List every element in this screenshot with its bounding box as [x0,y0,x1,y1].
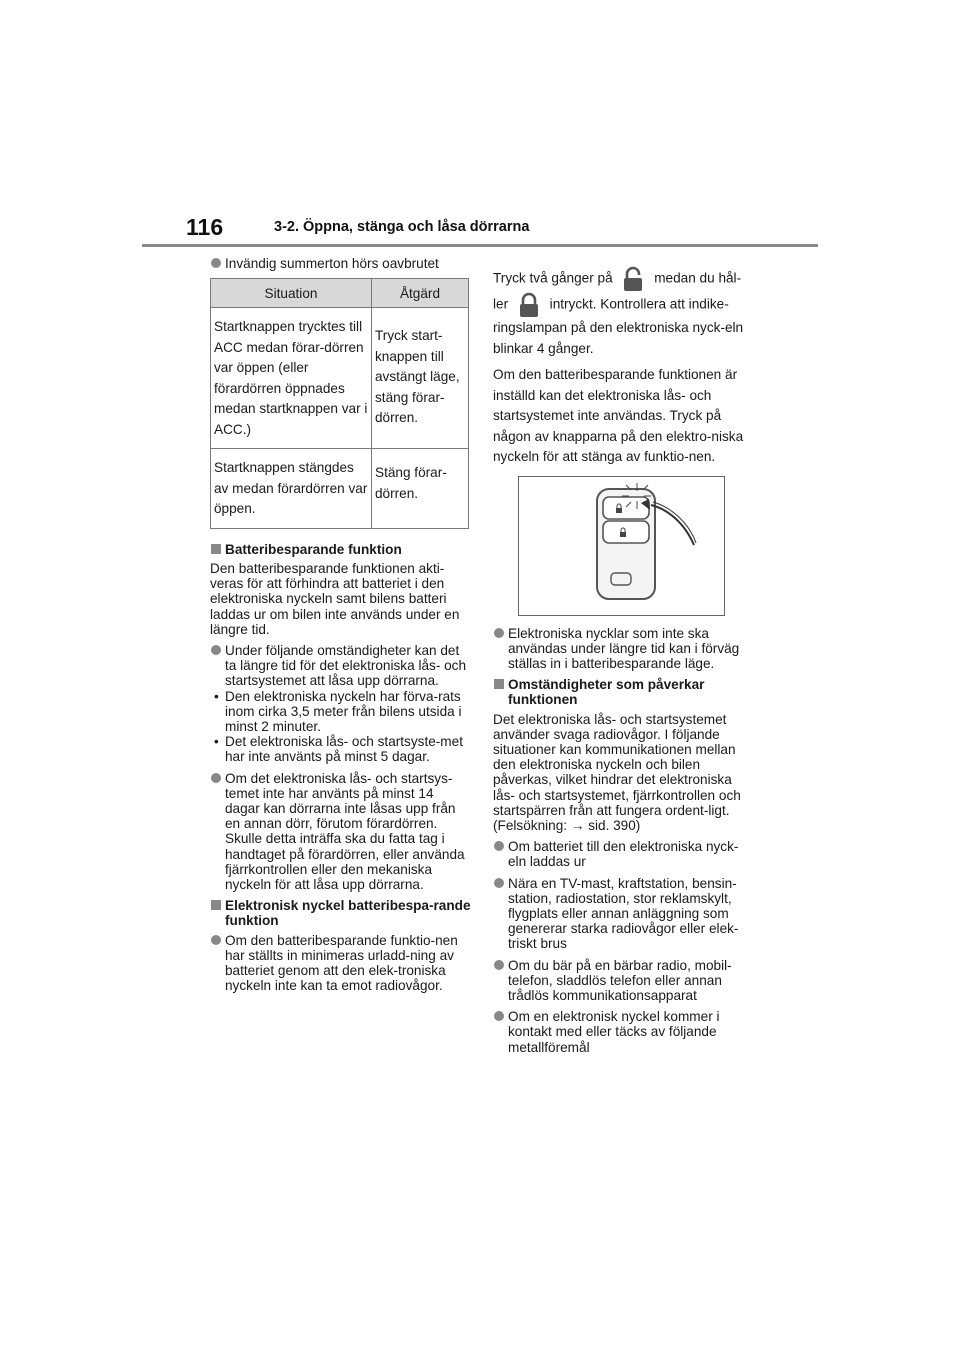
instruction-text: medan du hål-ler [493,270,742,312]
bullet-item [210,933,472,994]
key-fob-drawing [519,477,724,615]
section-heading [210,898,472,928]
table-header-row [211,279,469,308]
square-bullet-icon [210,542,225,557]
table-header-action: Åtgärd [372,279,469,308]
bullet-item [493,1009,755,1055]
bullet-icon [493,1009,508,1055]
bullet-icon [210,771,225,893]
header-divider [142,244,818,247]
right-column [493,266,755,1061]
bullet-text: Om en elektronisk nyckel kommer i kontakt med eller täcks av följande metallföremål [508,1009,720,1055]
page-number: 116 [186,214,224,240]
bullet-item [493,958,755,1004]
bullet-text: Om den batteribesparande funktio-nen har ställts in minimeras urladd-ning av batteriet genom att den elek-troniska nyckeln inte kan ta emot radiovågor. [225,932,458,994]
unlock-icon [622,266,644,292]
heading-text: Omständigheter som påverkar funktionen [508,677,705,708]
bullet-item [493,839,755,869]
bullet-icon [210,643,225,689]
table-cell: Startknappen stängdes av medan förardörren var öppen. [211,449,372,529]
bullet-text: Om du bär på en bärbar radio, mobil-telefon, sladdlös telefon eller annan trådlös kommunikationsapparat [508,957,732,1003]
bullet-text: Invändig summerton hörs oavbrutet [225,256,439,271]
bullet-text: Under följande omständigheter kan det ta längre tid för det elektroniska lås- och startsystemet att låsa upp dörrarna. [225,642,467,689]
situation-table [210,278,469,529]
bullet-icon [493,958,508,1004]
bullet-item [210,256,472,271]
bullet-icon [210,933,225,994]
bullet-icon [210,256,225,271]
section-heading [493,677,755,707]
bullet-icon [493,839,508,869]
table-row [211,308,469,449]
table-cell: Startknappen trycktes till ACC medan förar-dörren var öppen (eller förardörren öppnades medan startknappen var i ACC.) [211,308,372,449]
square-bullet-icon [493,677,508,707]
paragraph: Om den batteribesparande funktionen är inställd kan det elektroniska lås- och startsystemet inte användas. Tryck på någon av knapparna på den elektro-niska nyckeln för att stänga av funktio-nen. [493,367,744,464]
bullet-text: Om det elektroniska lås- och startsys-temet inte har använts på minst 14 dagar kan dörrarna inte låsas upp från en annan dörr, förutom förardörren. Skulle detta inträffa ska du fatta tag i handtaget på förardörren, eller använda fjärrkontrollen eller den mekaniska nyckeln för att låsa upp dörrarna. [225,770,465,892]
sub-list-item [210,734,472,764]
left-column [210,256,472,999]
table-cell: Tryck start-knappen till avstängt läge, stäng förar-dörren. [372,308,469,449]
instruction-text: Tryck två gånger på [493,270,613,286]
sub-list-item [210,689,472,735]
sub-bullet-icon: • [214,688,219,704]
square-bullet-icon [210,898,225,928]
table-row [211,449,469,529]
bullet-item [210,771,472,893]
paragraph: Den batteribesparande funktionen akti-veras för att förhindra att batteriet i den elektroniska nyckeln samt bilens batteri laddas ur om bilen inte används under en längre tid. [210,560,460,637]
bullet-text: Om batteriet till den elektroniska nyck-eln laddas ur [508,839,739,870]
key-fob-illustration [518,476,725,616]
bullet-icon [493,876,508,952]
paragraph: Det elektroniska lås- och startsystemet använder svaga radiovågor. I följande situationer kan kommunikationen mellan den elektroniska nyckeln och bilen påverkas, vilket hindrar det elektroniska lås- och startsystemet, fjärrkontrollen och startspärren från att fungera ordent-ligt. (Felsökning: → sid. 390) [493,711,741,833]
bullet-item [493,626,755,672]
section-title: 3-2. Öppna, stänga och låsa dörrarna [274,219,530,235]
sub-list [210,689,472,765]
instruction-paragraph [493,266,755,359]
bullet-item [210,643,472,689]
table-cell: Stäng förar-dörren. [372,449,469,529]
sub-item-text: Det elektroniska lås- och startsyste-met har inte använts på minst 5 dagar. [225,734,463,765]
sub-bullet-icon: • [214,734,219,750]
heading-text: Elektronisk nyckel batteribespa-rande funktion [225,898,471,929]
bullet-text: Elektroniska nycklar som inte ska användas under längre tid kan i förväg ställas in i batteribesparande läge. [508,625,740,671]
heading-text: Batteribesparande funktion [225,541,402,557]
section-heading [210,542,472,557]
bullet-item [493,876,755,952]
bullet-text: Nära en TV-mast, kraftstation, bensin-station, radiostation, stor reklamskylt, flygplats eller annan anläggning som genererar starka radiovågor eller elek-triskt brus [508,875,739,952]
lock-icon [518,292,540,318]
instruction-text: intryckt. Kontrollera att indike-ringslampan på den elektroniska nyck-eln blinkar 4 gånger. [493,296,744,356]
sub-item-text: Den elektroniska nyckeln har förva-rats inom cirka 3,5 meter från bilens utsida i minst 2 minuter. [225,688,462,734]
bullet-icon [493,626,508,672]
table-header-situation: Situation [211,279,372,308]
